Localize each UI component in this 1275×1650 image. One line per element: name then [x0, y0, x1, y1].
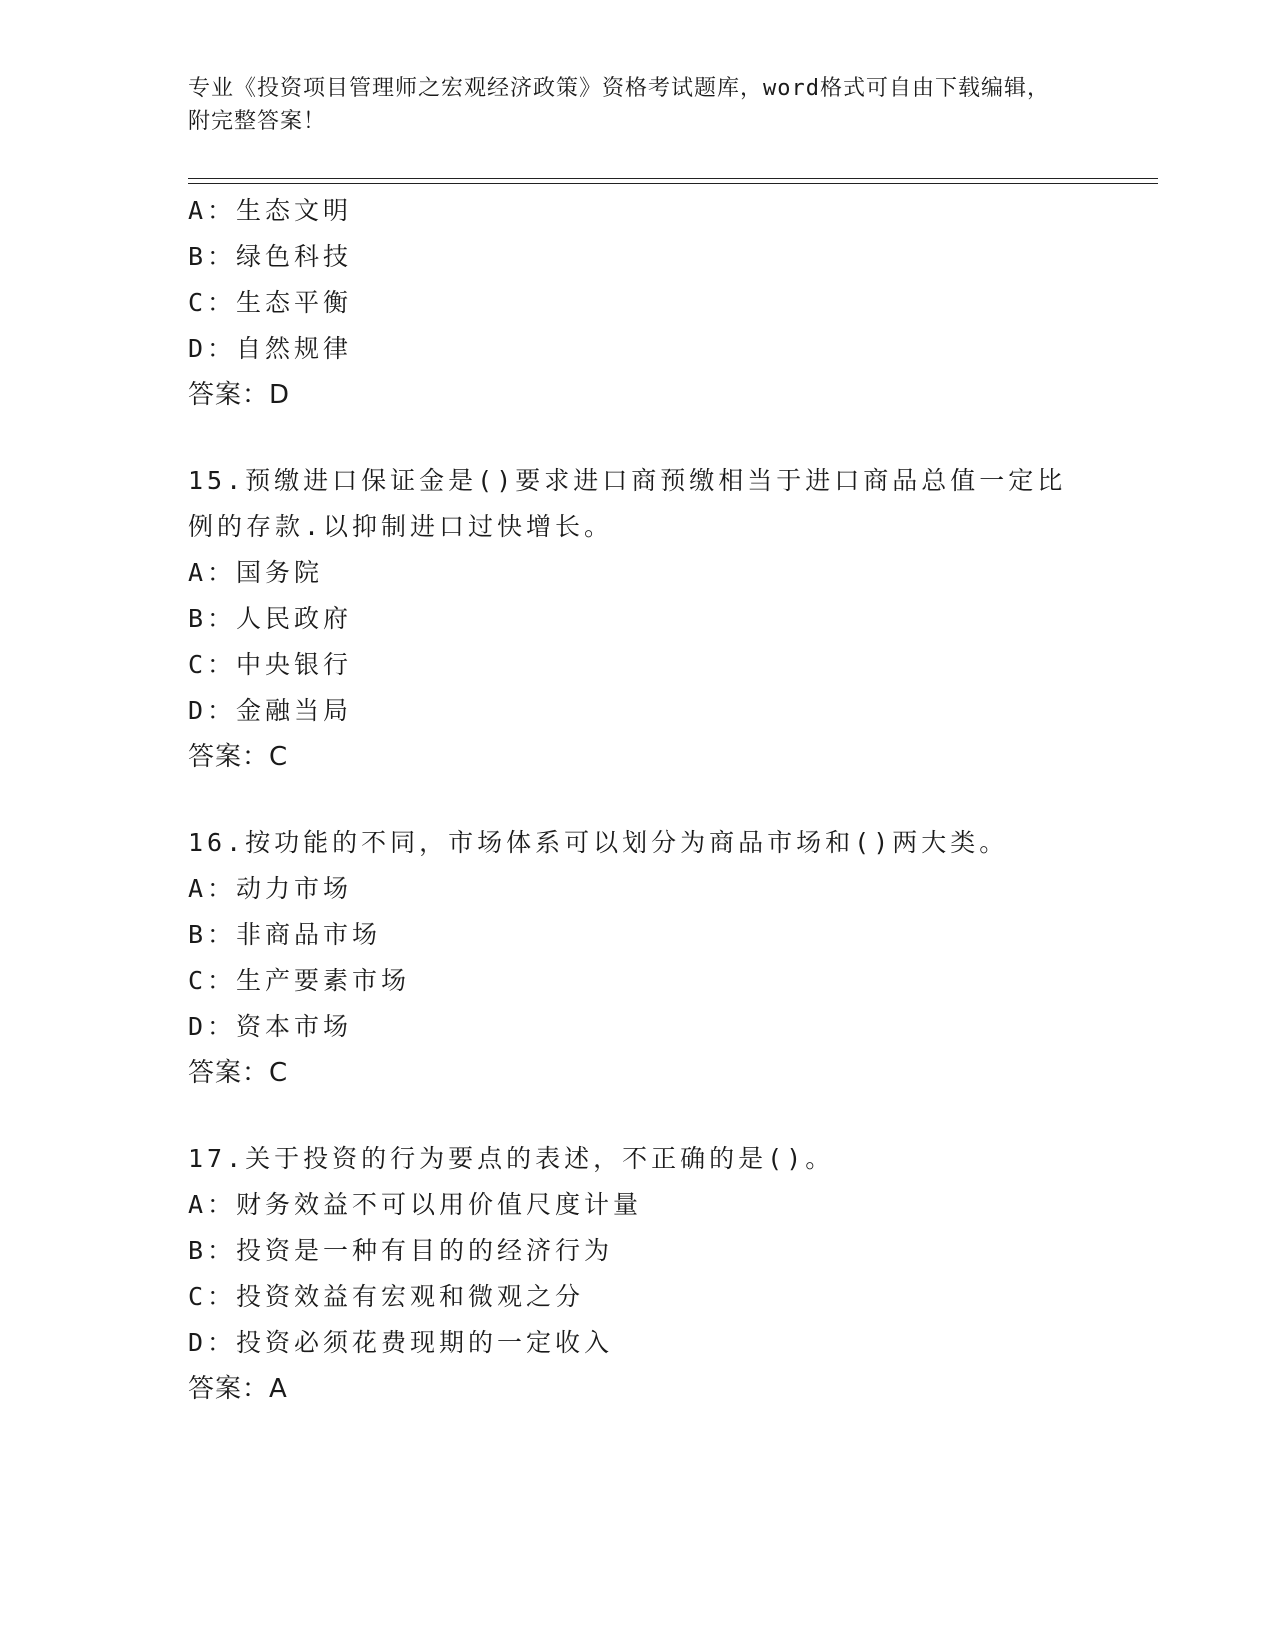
question-stem: 16.按功能的不同，市场体系可以划分为商品市场和()两大类。	[188, 828, 1009, 857]
option-d: D：投资必须花费现期的一定收入	[188, 1328, 614, 1357]
option-c: C：生产要素市场	[188, 966, 411, 995]
option-b: B：绿色科技	[188, 242, 353, 271]
question-stem: 17.关于投资的行为要点的表述，不正确的是()。	[188, 1144, 835, 1173]
question-14	[188, 188, 1088, 418]
option-c: C：投资效益有宏观和微观之分	[188, 1282, 585, 1311]
option-a: A：动力市场	[188, 874, 353, 903]
option-d: D：资本市场	[188, 1012, 353, 1041]
option-c: C：中央银行	[188, 650, 353, 679]
header-divider-bottom	[188, 183, 1158, 184]
answer: 答案：C	[188, 742, 289, 772]
option-c: C：生态平衡	[188, 288, 353, 317]
spacer	[188, 1096, 1088, 1136]
answer: 答案：D	[188, 380, 291, 410]
answer: 答案：A	[188, 1374, 288, 1404]
option-b: B：投资是一种有目的的经济行为	[188, 1236, 614, 1265]
option-d: D：自然规律	[188, 334, 353, 363]
option-b: B：人民政府	[188, 604, 353, 633]
option-d: D：金融当局	[188, 696, 353, 725]
question-16	[188, 820, 1088, 1096]
answer: 答案：C	[188, 1058, 289, 1088]
spacer	[188, 418, 1088, 458]
option-a: A：生态文明	[188, 196, 353, 225]
option-a: A：财务效益不可以用价值尺度计量	[188, 1190, 643, 1219]
option-b: B：非商品市场	[188, 920, 382, 949]
spacer	[188, 780, 1088, 820]
document-intro: 专业《投资项目管理师之宏观经济政策》资格考试题库，word格式可自由下载编辑，附完整答案！	[188, 76, 1050, 134]
question-15	[188, 458, 1088, 780]
question-17	[188, 1136, 1088, 1412]
question-stem: 15.预缴进口保证金是()要求进口商预缴相当于进口商品总值一定比例的存款.以抑制进口过快增长。	[188, 466, 1067, 541]
header-divider-top	[188, 178, 1158, 179]
option-a: A：国务院	[188, 558, 324, 587]
question-list	[188, 188, 1088, 1412]
